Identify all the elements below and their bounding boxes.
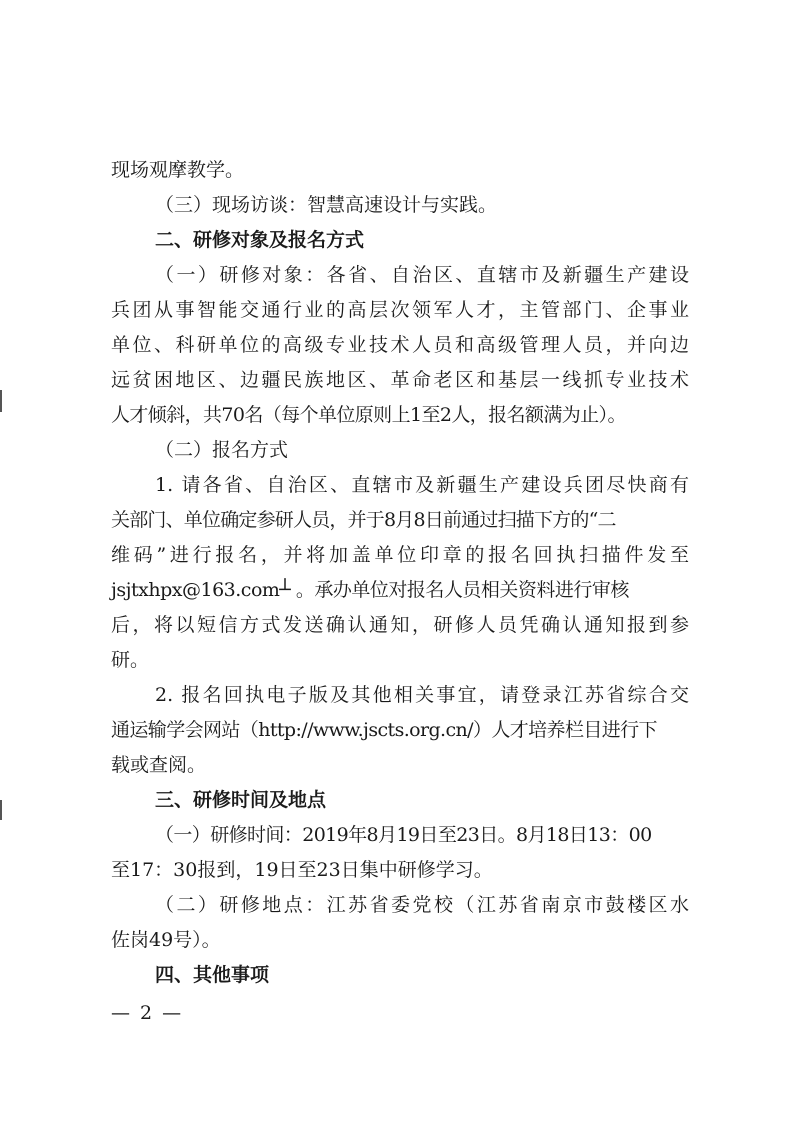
scan-edge-mark-left xyxy=(0,390,2,412)
section-heading: 三、研修时间及地点 xyxy=(155,789,327,811)
scan-edge-mark-left-lower xyxy=(0,800,2,820)
body-line: 远贫困地区、边疆民族地区、革命老区和基层一线抓专业技术 xyxy=(111,369,689,391)
body-line: 2. 报名回执电子版及其他相关事宜，请登录江苏省综合交 xyxy=(155,684,689,706)
body-line: 现场观摩教学。 xyxy=(111,159,245,181)
body-line: 研。 xyxy=(111,649,150,671)
section-heading: 二、研修对象及报名方式 xyxy=(155,229,365,251)
body-line: 载或查阅。 xyxy=(111,754,207,776)
body-line: 1. 请各省、自治区、直辖市及新疆生产建设兵团尽快商有 xyxy=(155,474,689,496)
body-line: 兵团从事智能交通行业的高层次领军人才，主管部门、企事业 xyxy=(111,299,689,321)
body-line: （二）报名方式 xyxy=(155,439,289,461)
body-line: 维码”进行报名，并将加盖单位印章的报名回执扫描件发至 xyxy=(111,544,689,566)
body-line: 人才倾斜，共70名（每个单位原则上1至2人，报名额满为止）。 xyxy=(111,404,626,426)
body-line: 通运输学会网站（http://www.jscts.org.cn/）人才培养栏目进行下 xyxy=(111,719,657,741)
body-line: 单位、科研单位的高级专业技术人员和高级管理人员，并向边 xyxy=(111,334,689,356)
page-number: — 2 — xyxy=(111,1002,184,1024)
body-line: （一）研修时间：2019年8月19日至23日。8月18日13：00 xyxy=(155,824,652,846)
body-line: 至17：30报到，19日至23日集中研修学习。 xyxy=(111,859,493,881)
body-line: 关部门、单位确定参研人员，并于8月8日前通过扫描下方的“二 xyxy=(111,509,616,531)
body-line: （二）研修地点：江苏省委党校（江苏省南京市鼓楼区水 xyxy=(155,894,689,916)
body-line: 佐岗49号）。 xyxy=(111,929,221,951)
body-line: （一）研修对象：各省、自治区、直辖市及新疆生产建设 xyxy=(155,264,689,286)
section-heading: 四、其他事项 xyxy=(155,964,270,986)
body-line: （三）现场访谈：智慧高速设计与实践。 xyxy=(155,194,498,216)
body-line: jsjtxhpx@163.com┴ 。承办单位对报名人员相关资料进行审核 xyxy=(111,579,629,601)
body-line: 后，将以短信方式发送确认通知，研修人员凭确认通知报到参 xyxy=(111,614,689,636)
